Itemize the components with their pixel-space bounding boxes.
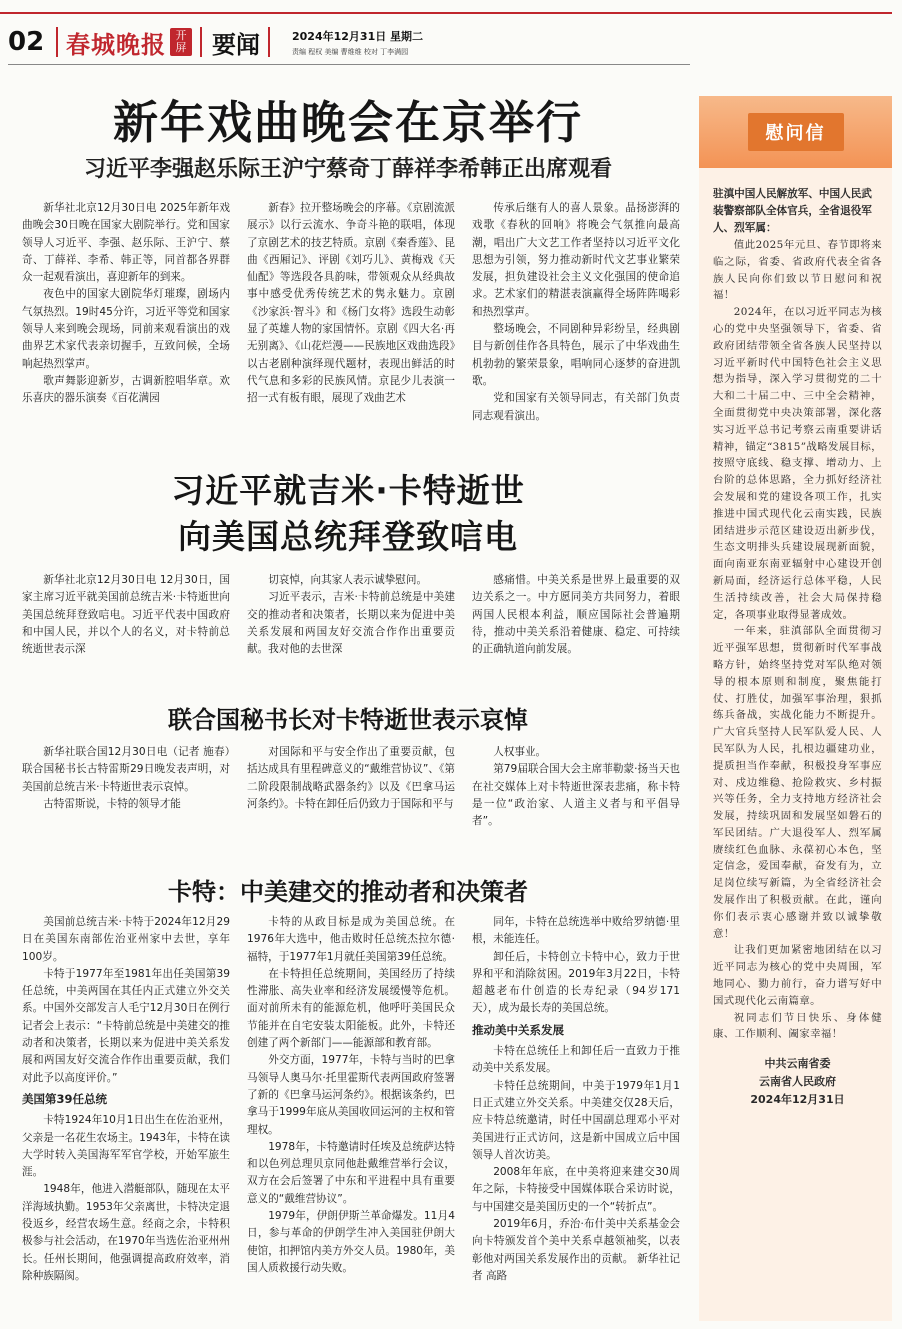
paragraph: 2008年年底，在中美将迎来建交30周年之际，卡特接受中国媒体联合采访时说，与中国建交是美国历史的一个“转折点”。 [472, 1166, 680, 1213]
article4-col1 [22, 914, 230, 1324]
article3-col2 [247, 744, 455, 854]
signature-government: 云南省人民政府 [759, 1075, 836, 1089]
letter-paragraphs [713, 237, 882, 1043]
letter-signature [713, 1055, 882, 1109]
paragraph: 新华社联合国12月30日电（记者 施春）联合国秘书长古特雷斯29日晚发表声明，对美国前总统吉米·卡特逝世表示哀悼。 [22, 746, 230, 793]
article2-headline [8, 468, 688, 560]
article4-body [22, 914, 680, 1324]
article3-body [22, 744, 680, 854]
sidebar-title: 慰问信 [748, 113, 844, 151]
masthead-divider [268, 27, 270, 57]
paragraph: 感痛惜。中美关系是世界上最重要的双边关系之一。中方愿同美方共同努力，着眼两国人民根本利益，顺应国际社会普遍期待，推动中美关系沿着健康、稳定、可持续的正确轨道向前发展。 [472, 574, 680, 656]
article1-subheadline: 习近平李强赵乐际王沪宁蔡奇丁薛祥李希韩正出席观看 [83, 157, 612, 182]
paragraph: 卡特在总统任上和卸任后一直致力于推动美中关系发展。 [472, 1045, 680, 1075]
article2-col2 [247, 572, 455, 682]
paragraph: 习近平表示，吉米·卡特前总统是中美建交的推动者和决策者，长期以来为促进中美关系发展和两国友好交流合作作出重要贡献。我对他的去世深 [247, 591, 455, 656]
paragraph: 卡特于1977年至1981年出任美国第39任总统，中美两国在其任内正式建立外交关系。中国外交部发言人毛宁12月30日在例行记者会上表示：“卡特前总统是中美建交的推动者和决策者，长期以来为促进中美关系发展和两国友好交流合作作出重要贡献，我们对此予以高度评价。” [22, 967, 230, 1084]
paragraph: 同年，卡特在总统选举中败给罗纳德·里根，未能连任。 [472, 916, 680, 946]
article2-col1 [22, 572, 230, 682]
article1-body [22, 200, 680, 432]
paragraph: 新春》拉开整场晚会的序幕。《京剧流派展示》以行云流水、争奇斗艳的联唱，体现了京剧艺术的技艺特质。京剧《秦香莲》、昆曲《西厢记》、评剧《刘巧儿》、黄梅戏《天仙配》等选段各具韵味，带领观众从经典故事中感受优秀传统艺术的隽永魅力。京剧《沙家浜·智斗》和《杨门女将》选段生动彰显了英雄人物的家国情怀。京剧《四大名·再无别离》、《山花烂漫——民族地区戏曲选段》以古老剧种演绎现代题材，表现出鲜活的时代气息和多彩的民族风情。京昆少儿表演一招一式有板有眼，展现了戏曲艺术 [247, 202, 455, 405]
page-number: 02 [8, 27, 45, 57]
article4-col3 [472, 914, 680, 1324]
article1-col1 [22, 200, 230, 432]
paragraph: 整场晚会，不同剧种异彩纷呈，经典剧目与新创佳作各具特色，展示了中华戏曲生机勃勃的繁荣景象，唱响同心逐梦的奋进凯歌。 [472, 323, 680, 387]
article2-body [22, 572, 680, 682]
paragraph: 党和国家有关领导同志，有关部门负责同志观看演出。 [472, 392, 680, 422]
article2-headline-line2: 向美国总统拜登致唁电 [178, 517, 518, 556]
article3-headline: 联合国秘书长对卡特逝世表示哀悼 [168, 706, 528, 734]
paragraph: 卡特1924年10月1日出生在佐治亚州，父亲是一名花生农场主。1943年，卡特在读大学时转入美国海军军官学校，开始军旅生涯。 [22, 1114, 230, 1179]
paragraph: 卡特任总统期间，中美于1979年1月1日正式建立外交关系。中美建交仅28天后，应卡特总统邀请，时任中国副总理邓小平对美国进行正式访问，这是新中国成立后中国领导人首次访美。 [472, 1079, 680, 1161]
paragraph: 对国际和平与安全作出了重要贡献，包括达成具有里程碑意义的“戴维营协议”、《第二阶段限制战略武器条约》以及《巴拿马运河条约》。卡特在卸任后仍致力于国际和平与 [247, 746, 455, 810]
article4-col2 [247, 914, 455, 1324]
paragraph: 第79届联合国大会主席菲勒蒙·扬当天也在社交媒体上对卡特逝世深表悲痛，称卡特是一位“政治家、人道主义者与和平倡导者”。 [472, 763, 680, 828]
signature-party: 中共云南省委 [764, 1057, 831, 1071]
top-rule [0, 12, 892, 14]
letter-paragraph: 让我们更加紧密地团结在以习近平同志为核心的党中央周围，军地同心、勠力前行，奋力谱写好中国式现代化云南篇章。 [713, 944, 882, 1007]
paragraph: 传承后继有人的喜人景象。晶扬澎湃的戏歌《春秋的回响》将晚会气氛推向最高潮，唱出广大文艺工作者坚持以习近平文化思想为引领，努力推动新时代文艺事业繁荣发展，担负建设社会主义文化强国的使命追求。艺术家们的精湛表演赢得全场阵阵喝彩和热烈掌声。 [472, 202, 680, 318]
paragraph: 歌声舞影迎新岁，古调新腔唱华章。欢乐喜庆的器乐演奏《百花满园 [22, 374, 230, 405]
sidebar-header [699, 96, 892, 168]
article1-col3 [472, 200, 680, 432]
signature-date: 2024年12月31日 [750, 1093, 845, 1107]
paragraph: 1978年，卡特邀请时任埃及总统萨达特和以色列总理贝京同他赴戴维营举行会议，双方在会后签署了中东和平进程中具有重要意义的“戴维营协议”。 [247, 1140, 455, 1205]
letter-paragraph: 祝同志们节日快乐、身体健康、工作顺利、阖家幸福！ [713, 1011, 882, 1041]
issue-info [292, 28, 423, 57]
letter-paragraph: 2024年，在以习近平同志为核心的党中央坚强领导下，省委、省政府团结带领全省各族人民坚持以习近平新时代中国特色社会主义思想为指导，深入学习贯彻党的二十大和二十届二中、三中全会精神，全面贯彻党中央决策部署，深化落实习近平总书记考察云南重要讲话精神，锚定“3815”战略发展目标，按照守底线、稳支撑、增动力、上台阶的总体思路，全力抓好经济社会发展和党的建设各项工作，扎实推进中国式现代化云南实践，民族团结进步示范区建设迈出新步伐，生态文明排头兵建设展现新面貌，面向南亚东南亚辐射中心建设开创新局面，经济运行总体平稳，人民生活持续改善，社会大局保持稳定，各项事业取得显著成效。 [713, 306, 882, 621]
paragraph: 在卡特担任总统期间，美国经历了持续性滞胀、高失业率和经济发展缓慢等危机。面对前所未有的能源危机，他呼吁美国民众节能并在自宅安装太阳能板。此外，卡特还创建了两个新部门——能源部和教育部。 [247, 967, 455, 1050]
article3-col3 [472, 744, 680, 854]
paragraph: 外交方面，1977年，卡特与当时的巴拿马领导人奥马尔·托里霍斯代表两国政府签署了新的《巴拿马运河条约》。根据该条约，巴拿马于1999年底从美国收回运河的主权和管理权。 [247, 1054, 455, 1136]
masthead-divider [200, 27, 202, 57]
article2-headline-line1: 习近平就吉米·卡特逝世 [171, 471, 525, 510]
paragraph: 古特雷斯说，卡特的领导才能 [43, 797, 181, 810]
paragraph: 人权事业。 [493, 746, 547, 758]
article2-col3 [472, 572, 680, 682]
sidebar-body [699, 168, 892, 1321]
letter-paragraph: 值此2025年元旦、春节即将来临之际，省委、省政府代表全省各族人民向你们致以节日慰问和祝福！ [713, 239, 882, 302]
paragraph: 美国前总统吉米·卡特于2024年12月29日在美国东南部佐治亚州家中去世，享年100岁。 [22, 916, 230, 963]
condolence-letter-sidebar [699, 96, 892, 1321]
paragraph: 卸任后，卡特创立卡特中心，致力于世界和平和消除贫困。2019年3月22日，卡特超越老布什创造的长寿纪录（94岁171天），成为最长寿的美国总统。 [472, 950, 680, 1015]
subsection-heading: 美国第39任总统 [22, 1091, 108, 1106]
masthead [8, 20, 888, 64]
paragraph: 2019年6月，乔治·布什美中关系基金会向卡特颁发首个美中关系卓越领袖奖，以表彰他对两国关系发展作出的贡献。 新华社记者 高路 [472, 1218, 680, 1282]
article3-col1 [22, 744, 230, 854]
newspaper-logo: 春城晚报 [66, 29, 166, 59]
article4-headline: 卡特：中美建交的推动者和决策者 [168, 878, 528, 906]
letter-paragraph: 一年来，驻滇部队全面贯彻习近平强军思想，贯彻新时代军事战略方针，始终坚持党对军队绝对领导的根本原则和制度，聚焦能打仗、打胜仗，加强军事治理，狠抓练兵备战，实战化能力不断提升。广大官兵坚持人民军队爱人民、人民军队为人民，扎根边疆建功业，提质担当作奉献，积极投身军事应对、戍边维稳、抢险救灾、乡村振兴等任务，全力支持地方经济社会发展，持续巩固和发展坚如磐石的军民团结。广大退役军人、烈军属赓续红色血脉、永葆初心本色，坚定信念，爱国奉献，奋发有为，立足岗位续写新篇，为全省经济社会发展作出了积极贡献。在此，谨向你们表示衷心感谢并致以诚挚敬意！ [713, 625, 882, 940]
article1-headline: 新年戏曲晚会在京举行 [112, 96, 583, 149]
paragraph: 卡特的从政目标是成为美国总统。在1976年大选中，他击败时任总统杰拉尔德·福特，于1977年1月就任美国第39任总统。 [247, 916, 455, 963]
paragraph: 1948年，他进入潜艇部队，随现在太平洋海域执勤。1953年父亲离世，卡特决定退役返乡，经营农场生意。经商之余，卡特积极参与社会活动，在1970年当选佐治亚州州长。任州长期间，他强调提高政府效率，消除种族隔阂。 [22, 1183, 230, 1282]
letter-addressee: 驻滇中国人民解放军、中国人民武装警察部队全体官兵，全省退役军人、烈军属： [713, 188, 872, 234]
app-badge: 开屏 [170, 28, 192, 56]
paragraph: 新华社北京12月30日电 2025年新年戏曲晚会30日晚在国家大剧院举行。党和国家领导人习近平、李强、赵乐际、王沪宁、蔡奇、丁薛祥、李希、韩正等，同首都各界群众一起观看演出，喜迎新年的到来。 [22, 202, 230, 284]
paragraph: 新华社北京12月30日电 12月30日，国家主席习近平就美国前总统吉米·卡特逝世向美国总统拜登致唁电。习近平代表中国政府和中国人民，并以个人的名义，对卡特前总统逝世表示深 [22, 574, 230, 656]
subsection-heading: 推动美中关系发展 [472, 1022, 564, 1037]
masthead-rule [8, 64, 690, 65]
section-name: 要闻 [212, 29, 260, 59]
masthead-divider [56, 27, 58, 57]
issue-date: 2024年12月31日 星期二 [292, 29, 424, 43]
article1-col2 [247, 200, 455, 432]
editor-credits: 责编 程权 美编 曹维维 校对 丁李满园 [292, 47, 409, 56]
paragraph: 1979年，伊朗伊斯兰革命爆发。11月4日，参与革命的伊朗学生冲入美国驻伊朗大使馆，扣押馆内美方外交人员。1980年，美国人质救援行动失败。 [247, 1210, 455, 1274]
paragraph: 夜色中的国家大剧院华灯璀璨，剧场内气氛热烈。19时45分许，习近平等党和国家领导人来到晚会现场，同前来观看演出的戏曲界艺术家代表亲切握手，互致问候，全场响起热烈掌声。 [22, 288, 230, 370]
paragraph: 切哀悼，向其家人表示诚挚慰问。 [268, 574, 428, 586]
